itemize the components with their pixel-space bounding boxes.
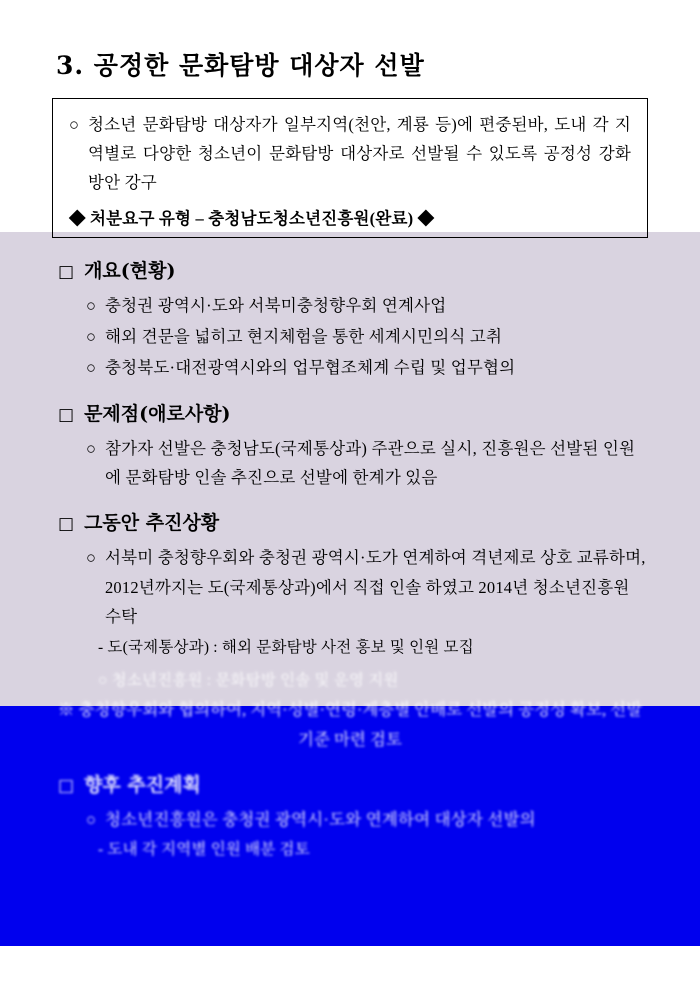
- section-problems: [52, 399, 648, 493]
- list-item: [52, 543, 648, 631]
- summary-text: 청소년 문화탐방 대상자가 일부지역(천안, 계룡 등)에 편중된바, 도내 각 지역별로 다양한 청소년이 문화탐방 대상자로 선발될 수 있도록 공정성 강화 방안 강구: [87, 115, 631, 192]
- list-item-text: 참가자 선발은 충청남도(국제통상과) 주관으로 실시, 진흥원은 선발된 인원에 문화탐방 인솔 추진으로 선발에 한계가 있음: [104, 438, 636, 488]
- square-marker-icon: □: [58, 261, 75, 282]
- circle-bullet-icon: ○: [86, 548, 96, 568]
- summary-requirement: ◆ 처분요구 유형 – 충청남도청소년진흥원(완료) ◆: [69, 208, 435, 228]
- circle-bullet-icon: ○: [86, 438, 96, 458]
- section-heading: [58, 256, 648, 283]
- section-heading-label: 향후 추진계획: [84, 774, 201, 796]
- circle-bullet-icon: ○: [86, 358, 96, 378]
- list-item-text: 충청권 광역시·도와 서북미충청향우회 연계사업: [104, 295, 447, 315]
- section-future-plan: [52, 770, 648, 864]
- section-heading-label: 문제점(애로사항): [84, 402, 231, 425]
- obscured-line: ※ 충청향우회와 협의하여, 지역·성별·연령·계층별 안배로 선발의 공정성 확보, 선발 기준 마련 검토: [57, 700, 643, 749]
- square-marker-icon: □: [58, 514, 75, 535]
- section-heading-label: 그동안 추진상황: [84, 512, 220, 535]
- circle-bullet-icon: ○: [69, 115, 79, 134]
- obscured-line: ○ 청소년진흥원 : 문화탐방 인솔 및 운영 지원: [98, 672, 399, 690]
- summary-bullet-line: [69, 111, 631, 198]
- list-item-text: 청소년진흥원은 충청권 광역시·도와 연계하여 대상자 선발의: [104, 810, 536, 829]
- section-overview: [52, 256, 648, 383]
- section-progress: [52, 508, 648, 661]
- sub-list-item: - 도내 각 지역별 인원 배분 검토: [98, 841, 310, 859]
- list-item: [52, 322, 648, 351]
- circle-bullet-icon: ○: [86, 295, 96, 315]
- section-heading: [58, 770, 648, 797]
- square-marker-icon: □: [58, 776, 75, 796]
- list-item: [52, 291, 648, 320]
- summary-box: [52, 98, 648, 238]
- circle-bullet-icon: ○: [86, 326, 96, 346]
- section-heading: [58, 399, 648, 426]
- list-item-text: 해외 견문을 넓히고 현지체험을 통한 세계시민의식 고취: [104, 326, 503, 346]
- section-heading: [58, 508, 648, 535]
- section-heading-label: 개요(현황): [84, 259, 176, 282]
- list-item: [52, 434, 648, 493]
- list-item-text: 서북미 충청향우회와 충청권 광역시·도가 연계하여 격년제로 상호 교류하며, 2012년까지는 도(국제통상과)에서 직접 인솔 하였고 2014년 청소년진흥원 수탁: [104, 548, 646, 627]
- square-marker-icon: □: [58, 404, 75, 425]
- list-item: [52, 353, 648, 382]
- circle-bullet-icon: ○: [86, 810, 96, 829]
- sub-list-item: - 도(국제통상과) : 해외 문화탐방 사전 홍보 및 인원 모집: [98, 638, 474, 656]
- list-item-text: 충청북도·대전광역시와의 업무협조체계 수립 및 업무협의: [104, 358, 516, 378]
- list-item: [52, 805, 648, 834]
- page-title: 3. 공정한 문화탐방 대상자 선발: [56, 51, 425, 80]
